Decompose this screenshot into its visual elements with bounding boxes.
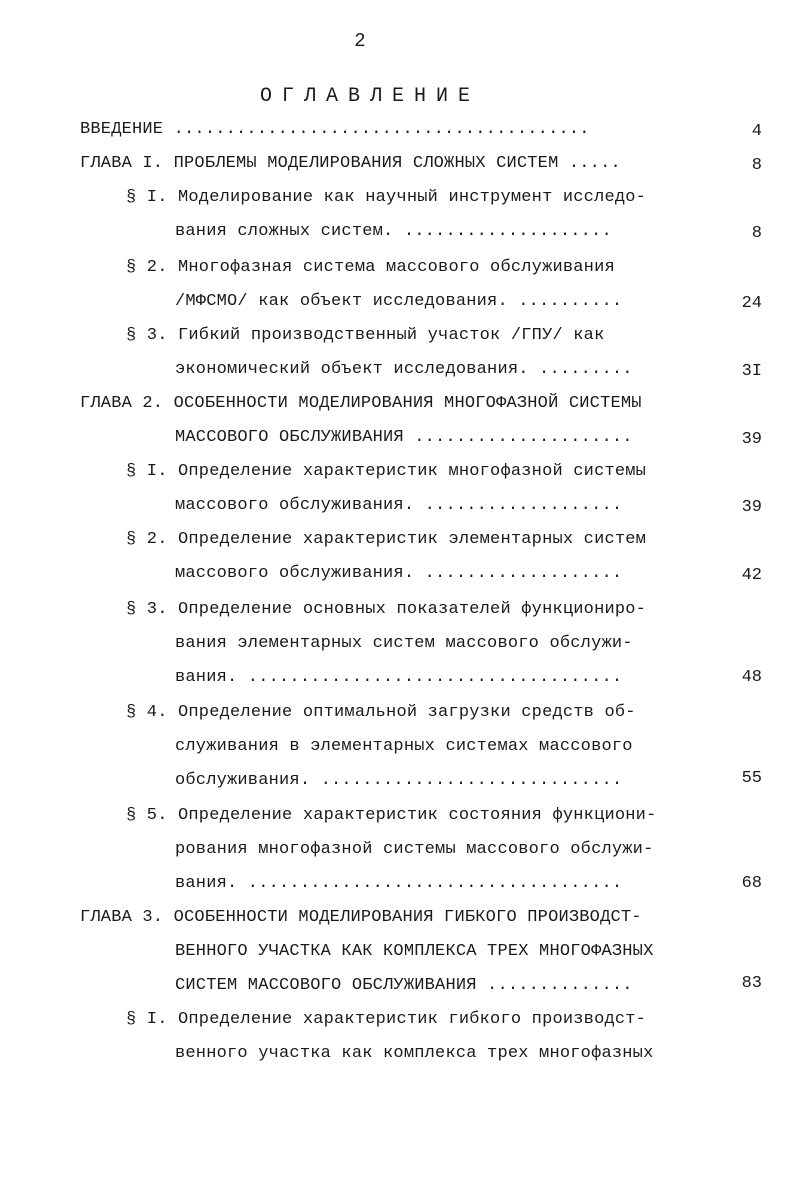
toc-page-number: 4 <box>751 122 762 141</box>
toc-page-number: 42 <box>741 566 762 585</box>
toc-line: /МФСМО/ как объект исследования. .......... <box>175 292 623 311</box>
toc-line: венного участка как комплекса трех многофазных <box>175 1044 654 1063</box>
toc-line: вания элементарных систем массового обслужи- <box>175 634 633 653</box>
toc-line: § 4. Определение оптимальной загрузки средств об- <box>126 703 636 722</box>
toc-page-number: 83 <box>741 974 762 993</box>
toc-line: экономический объект исследования. ......... <box>175 360 633 379</box>
toc-page-number: 39 <box>741 430 762 449</box>
toc-line: ВВЕДЕНИЕ ........................................ <box>80 120 590 139</box>
toc-line: вания. .................................... <box>175 874 623 893</box>
toc-page-number: 55 <box>741 769 762 788</box>
toc-line: обслуживания. ............................. <box>175 771 623 790</box>
page-number: 2 <box>354 30 366 52</box>
toc-line: § I. Определение характеристик гибкого производст- <box>126 1010 647 1029</box>
toc-line: § I. Моделирование как научный инструмент исследо- <box>126 188 647 207</box>
toc-line: ГЛАВА 3. ОСОБЕННОСТИ МОДЕЛИРОВАНИЯ ГИБКОГО ПРОИЗВОДСТ- <box>80 908 642 927</box>
toc-line: ГЛАВА 2. ОСОБЕННОСТИ МОДЕЛИРОВАНИЯ МНОГОФАЗНОЙ СИСТЕМЫ <box>80 394 642 413</box>
toc-line: ВЕННОГО УЧАСТКА КАК КОМПЛЕКСА ТРЕХ МНОГОФАЗНЫХ <box>175 942 654 961</box>
toc-line: вания. .................................... <box>175 668 623 687</box>
toc-title: ОГЛАВЛЕНИЕ <box>259 85 481 108</box>
toc-line: рования многофазной системы массового обслужи- <box>175 840 654 859</box>
toc-page-number: 24 <box>741 294 762 313</box>
toc-line: ГЛАВА I. ПРОБЛЕМЫ МОДЕЛИРОВАНИЯ СЛОЖНЫХ СИСТЕМ ..... <box>80 154 621 173</box>
toc-line: массового обслуживания. ................... <box>175 496 623 515</box>
toc-page-number: 8 <box>751 224 762 243</box>
toc-page-number: 48 <box>741 668 762 687</box>
toc-line: § 2. Многофазная система массового обслуживания <box>126 258 615 277</box>
toc-line: § 5. Определение характеристик состояния функциони- <box>126 806 657 825</box>
toc-line: § 3. Гибкий производственный участок /ГПУ/ как <box>126 326 605 345</box>
toc-line: § 2. Определение характеристик элементарных систем <box>126 530 647 549</box>
toc-page-number: 8 <box>751 156 762 175</box>
toc-line: служивания в элементарных системах массового <box>175 737 633 756</box>
toc-page-number: 3I <box>741 362 762 381</box>
toc-line: СИСТЕМ МАССОВОГО ОБСЛУЖИВАНИЯ .............. <box>175 976 633 995</box>
toc-line: массового обслуживания. ................... <box>175 564 623 583</box>
toc-line: § I. Определение характеристик многофазной системы <box>126 462 647 481</box>
toc-line: вания сложных систем. .................... <box>175 222 612 241</box>
toc-line: § 3. Определение основных показателей функциониро- <box>126 600 647 619</box>
toc-line: МАССОВОГО ОБСЛУЖИВАНИЯ ..................... <box>175 428 633 447</box>
toc-page-number: 39 <box>741 498 762 517</box>
toc-page-number: 68 <box>741 874 762 893</box>
